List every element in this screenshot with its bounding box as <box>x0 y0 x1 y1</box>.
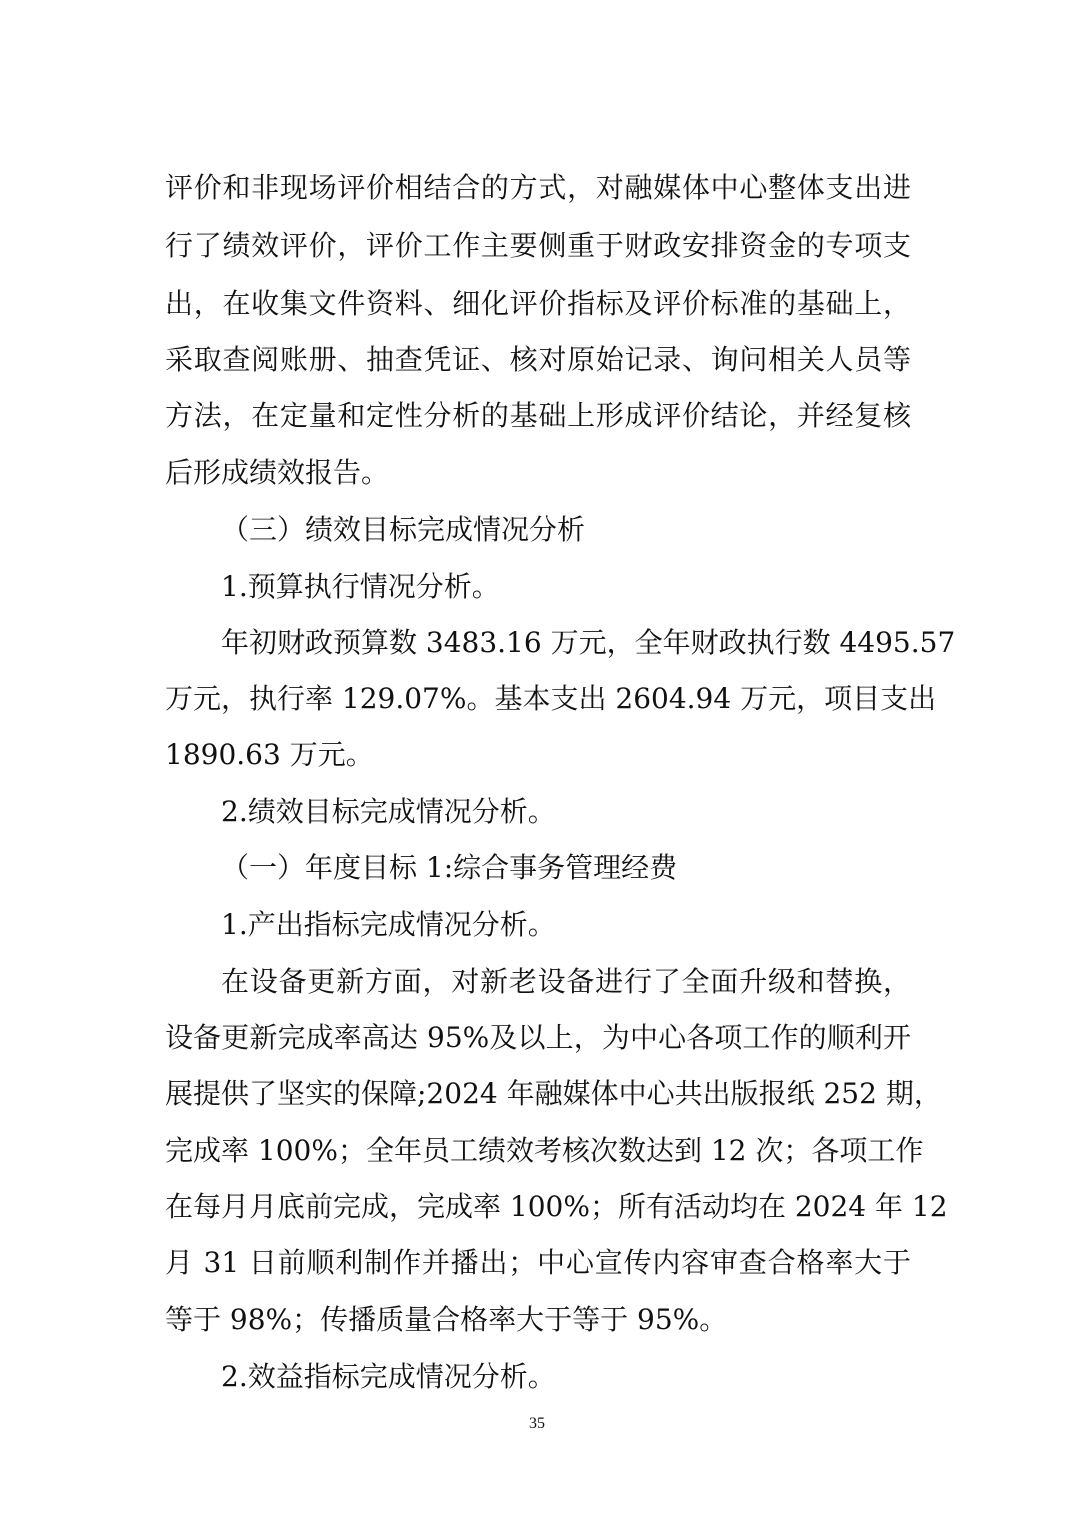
body-text-line: 行了绩效评价，评价工作主要侧重于财政安排资金的专项支 <box>165 229 911 262</box>
body-text-line: 展提供了坚实的保障;2024 年融媒体中心共出版报纸 252 期， <box>165 1077 942 1110</box>
body-text-line: 月 31 日前顺利制作并播出；中心宣传内容审查合格率大于 <box>165 1246 911 1279</box>
body-text-line: 等于 98%；传播质量合格率大于等于 95%。 <box>165 1303 728 1336</box>
body-text-line: 方法，在定量和定性分析的基础上形成评价结论，并经复核 <box>165 399 911 432</box>
body-text-line: 后形成绩效报告。 <box>165 456 390 489</box>
page-number: 35 <box>529 1415 545 1432</box>
body-text-line: 评价和非现场评价相结合的方式，对融媒体中心整体支出进 <box>165 171 911 204</box>
body-text-line: 采取查阅账册、抽查凭证、核对原始记录、询问相关人员等 <box>165 343 911 376</box>
subsection-heading: 1.产出指标完成情况分析。 <box>221 908 556 941</box>
subsection-heading: 2.效益指标完成情况分析。 <box>221 1360 556 1393</box>
body-text-line: 在每月月底前完成，完成率 100%；所有活动均在 2024 年 12 <box>165 1190 948 1223</box>
subsection-heading: 2.绩效目标完成情况分析。 <box>221 795 556 828</box>
body-text-line: 出，在收集文件资料、细化评价指标及评价标准的基础上， <box>165 287 911 320</box>
body-text-line: 在设备更新方面，对新老设备进行了全面升级和替换， <box>221 965 911 998</box>
section-heading: （一）年度目标 1:综合事务管理经费 <box>221 851 678 884</box>
body-text-line: 完成率 100%；全年员工绩效考核次数达到 12 次；各项工作 <box>165 1134 924 1167</box>
body-text-line: 设备更新完成率高达 95%及以上，为中心各项工作的顺利开 <box>165 1021 911 1054</box>
body-text-line: 万元，执行率 129.07%。基本支出 2604.94 万元，项目支出 <box>165 682 937 715</box>
body-text-line: 1890.63 万元。 <box>165 738 374 771</box>
body-text-line: 年初财政预算数 3483.16 万元，全年财政执行数 4495.57 <box>221 626 956 659</box>
section-heading: （三）绩效目标完成情况分析 <box>221 513 586 546</box>
subsection-heading: 1.预算执行情况分析。 <box>221 570 500 603</box>
